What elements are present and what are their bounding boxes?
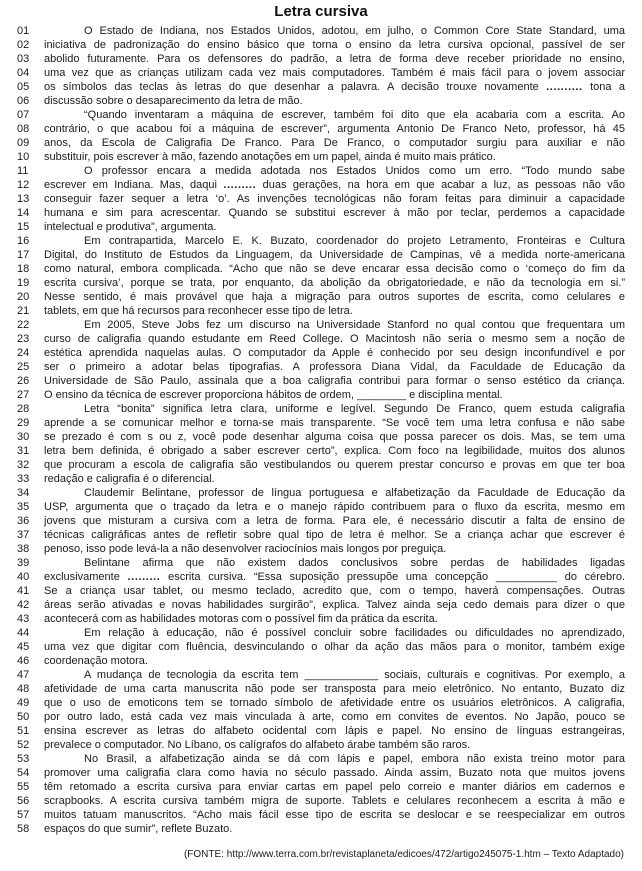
line-text: O Estado de Indiana, nos Estados Unidos, adotou, em julho, o Common Core State Standard, uma [84,25,625,37]
text-line [17,24,625,38]
line-number: 03 [17,53,30,65]
line-text: como natural, embora complicada. “Acho que não se deve encarar essa decisão como o ‘começo do fim da [44,263,625,275]
line-text: escrever em Indiana. Mas, daqui ......... duas gerações, na hora em que acabar a luz, as pessoas não vão [44,179,625,191]
line-text: A mudança de tecnologia da escrita tem ____________ sociais, culturais e cognitivas. Por exemplo, a [84,669,625,681]
line-number: 25 [17,361,30,373]
line-number: 35 [17,501,30,513]
text-line [17,682,625,696]
line-number: 56 [17,795,30,807]
line-number: 28 [17,403,30,415]
line-number: 52 [17,739,30,751]
line-text: aprende a se comunicar melhor e torna-se mais transparente. “Se você tem uma letra confusa e não sabe [44,417,625,429]
line-number: 46 [17,655,30,667]
text-line [17,136,625,150]
text-line [17,164,625,178]
line-text: Em 2005, Steve Jobs fez um discurso na Universidade Stanford no qual contou que frequentara um [84,319,625,331]
line-number: 24 [17,347,30,359]
line-text: curso de caligrafia quando estudante em Reed College. O Macintosh não seria o mesmo sem a noção de [44,333,625,345]
text-line [17,290,625,304]
line-number: 47 [17,669,30,681]
line-text: O professor encara a medida adotada nos Estados Unidos como um erro. “Todo mundo sabe [84,165,625,177]
text-line [17,472,625,486]
line-text: áreas serão ativadas e novas habilidades surgirão”, explica. Talvez ainda seja cedo demais para dizer o que [44,599,625,611]
text-line [17,598,625,612]
line-text: abolido futuramente. Para os defensores do padrão, a letra de forma deve receber prioridade no ensino, [44,53,625,65]
text-line [17,248,625,262]
line-number: 16 [17,235,30,247]
text-line [17,402,625,416]
line-text: que procuram a escola de caligrafia são vestibulandos ou querem prestar concurso e provas em que ter boa [44,459,625,471]
line-number: 39 [17,557,30,569]
text-line [17,528,625,542]
line-text: escrita cursiva’, porque se trata, por enquanto, da abolição da obrigatoriedade, e não da tecnologia em si.” [44,277,625,289]
line-text: contrário, o que acabou foi a máquina de escrever”, argumenta Antonio De Franco Neto, professor, há 45 [44,123,625,135]
line-text: discussão sobre o desaparecimento da letra de mão. [44,95,303,107]
text-line [17,150,625,164]
line-text: Digital, do Instituto de Estudos da Linguagem, da Universidade de Campinas, vê a medida norte-americana [44,249,625,261]
line-number: 23 [17,333,30,345]
line-number: 17 [17,249,30,261]
text-body [17,24,625,836]
line-number: 54 [17,767,30,779]
line-text: os símbolos das teclas às letras do que desenhar a palavra. A decisão trouxe novamente .......... tona a [44,81,625,93]
line-number: 08 [17,123,30,135]
text-line [17,276,625,290]
line-number: 41 [17,585,30,597]
line-text: intelectual e produtiva”, argumenta. [44,221,217,233]
line-number: 34 [17,487,30,499]
line-text: Se a criança usar tablet, ou mesmo teclado, acredito que, com o tempo, haverá compensações. Outras [44,585,625,597]
line-text: “Quando inventaram a máquina de escrever, também foi dito que ela acabaria com a escrita. Ao [84,109,625,121]
line-number: 19 [17,277,30,289]
text-line [17,640,625,654]
line-text: iniciativa de padronização do ensino básico que torna o ensino da letra cursiva opcional, passível de ser [44,39,625,51]
text-line [17,556,625,570]
line-text: uma vez que digitar com fluência, desvinculando o olhar da ação das mãos para o monitor, também exige [44,641,625,653]
line-text: exclusivamente ......... escrita cursiva. “Essa suposição pressupõe uma concepção __________ do cérebro. [44,571,626,583]
line-text: humana e sim para acrescentar. Quando se substitui escrever à mão por teclar, perdemos a capacidade [44,207,625,219]
line-text: Letra “bonita” significa letra clara, uniforme e legível. Segundo De Franco, quem estuda caligrafia [84,403,625,415]
line-number: 29 [17,417,30,429]
text-line [17,766,625,780]
text-line [17,612,625,626]
line-text: espaços do que sumir”, reflete Buzato. [44,823,233,835]
text-line [17,808,625,822]
line-number: 14 [17,207,30,219]
line-text: scrapbooks. A escrita cursiva também migra de suporte. Tablets e celulares reconhecem a escrita à mão e [44,795,625,807]
text-line [17,794,625,808]
text-line [17,318,625,332]
line-number: 09 [17,137,30,149]
text-line [17,94,625,108]
text-line [17,430,625,444]
line-text: têm retomado a escrita cursiva para enviar cartas em papel pelo correio e manter diários em cadernos e [44,781,625,793]
line-text: redação e caligrafia é o diferencial. [44,473,215,485]
text-line [17,52,625,66]
text-line [17,374,625,388]
line-text: No Brasil, a alfabetização ainda se dá com lápis e papel, embora não exista treino motor para [84,753,625,765]
text-line [17,780,625,794]
text-line [17,570,625,584]
line-number: 18 [17,263,30,275]
text-line [17,416,625,430]
line-number: 02 [17,39,30,51]
line-number: 38 [17,543,30,555]
line-number: 44 [17,627,30,639]
line-number: 40 [17,571,30,583]
line-number: 43 [17,613,30,625]
line-number: 37 [17,529,30,541]
line-number: 26 [17,375,30,387]
line-text: conseguir fazer sequer a letra ‘o’. As invenções tecnológicas não foram feitas para diminuir a capacidade [44,193,625,205]
text-line [17,360,625,374]
text-line [17,206,625,220]
line-number: 50 [17,711,30,723]
line-text: se prezado é com s ou z, você pode desenhar alguma coisa que possa parecer os dois. Mas, se tem uma [44,431,625,443]
line-number: 10 [17,151,30,163]
line-text: prevalece o computador. No Líbano, os calígrafos do alfabeto árabe também são raros. [44,739,471,751]
text-line [17,388,625,402]
line-text: penoso, isso pode levá-la a não desenvolver raciocínios mais longos por preguiça. [44,543,447,555]
line-number: 04 [17,67,30,79]
line-number: 36 [17,515,30,527]
text-line [17,122,625,136]
line-number: 58 [17,823,30,835]
text-line [17,444,625,458]
line-text: promover uma caligrafia clara como havia no século passado. Ainda assim, Buzato nota que muitos jovens [44,767,625,779]
line-number: 06 [17,95,30,107]
text-line [17,654,625,668]
line-number: 15 [17,221,30,233]
line-text: muitos tatuam manuscritos. “Acho mais fácil esse tipo de escrita se deslocar e se reespecializar em outros [44,809,625,821]
line-number: 22 [17,319,30,331]
line-number: 30 [17,431,30,443]
line-text: Nesse sentido, é mais provável que haja a migração para outros suportes de escrita, como celulares e [44,291,625,303]
line-text: USP, argumenta que o traçado da letra e o manejo rápido contribuem para o fluxo da escrita, mesmo em [44,501,625,513]
line-text: ser o primeiro a adotar belas tipografias. A professora Diana Vidal, da Faculdade de Educação da [44,361,625,373]
line-text: Belintane afirma que não existem dados conclusivos sobre perdas de habilidades ligadas [84,557,625,569]
text-line [17,542,625,556]
line-text: por outro lado, está cada vez mais vinculada à arte, como em convites de eventos. No Japão, pouco se [44,711,625,723]
line-number: 31 [17,445,30,457]
text-line [17,738,625,752]
line-text: técnicas caligráficas antes de refletir sobre qual tipo de letra é melhor. Se a criança achar que escrever é [44,529,625,541]
line-number: 11 [17,165,29,177]
text-line [17,458,625,472]
text-line [17,626,625,640]
line-number: 05 [17,81,30,93]
line-text: O ensino da técnica de escrever proporciona hábitos de ordem, ________ e disciplina mental. [44,389,503,401]
line-text: Em relação à educação, não é possível concluir sobre facilidades ou dificuldades no aprendizado, [84,627,625,639]
line-text: estética aprendida naquelas aulas. O computador da Apple é conhecido por seu design inconfundível e por [44,347,625,359]
text-line [17,178,625,192]
text-line [17,668,625,682]
text-line [17,500,625,514]
line-text: Claudemir Belintane, professor de língua portuguesa e alfabetização da Faculdade de Educação da [84,487,625,499]
text-line [17,192,625,206]
source-citation: (FONTE: http://www.terra.com.br/revistaplaneta/edicoes/472/artigo245075-1.htm – Texto Adaptado) [183,849,624,860]
line-number: 13 [17,193,30,205]
text-line [17,108,625,122]
line-number: 33 [17,473,30,485]
line-text: Universidade de São Paulo, assinala que a boa caligrafia contribui para formar o senso estético da criança. [44,375,625,387]
text-line [17,262,625,276]
line-number: 51 [17,725,30,737]
text-line [17,822,625,836]
line-number: 21 [17,305,30,317]
text-line [17,752,625,766]
document-title: Letra cursiva [274,3,368,20]
line-number: 53 [17,753,30,765]
text-line [17,696,625,710]
line-text: afetividade de uma carta manuscrita não pode ser transposta para meio eletrônico. No entanto, Buzato diz [44,683,625,695]
line-number: 45 [17,641,30,653]
text-line [17,66,625,80]
line-text: acontecerá com as habilidades motoras com o possível fim da prática da escrita. [44,613,438,625]
text-line [17,486,625,500]
line-number: 12 [17,179,30,191]
line-text: que o uso de emoticons tem se tornado símbolo de afetividade entre os usuários eletrônicos. A caligrafia, [44,697,625,709]
line-number: 07 [17,109,30,121]
line-text: letra bem definida, é obrigado a saber escrever certo”, explica. Com foco na legibilidade, muitos dos alunos [44,445,625,457]
text-line [17,80,625,94]
text-line [17,724,625,738]
line-text: tablets, em que há recursos para reconhecer esse tipo de letra. [44,305,353,317]
line-number: 49 [17,697,30,709]
text-line [17,584,625,598]
line-number: 55 [17,781,30,793]
line-number: 27 [17,389,30,401]
text-line [17,332,625,346]
text-line [17,346,625,360]
line-text: substituir, pois escrever à mão, fazendo anotações em um papel, ainda é muito mais prático. [44,151,496,163]
text-line [17,514,625,528]
line-text: Em contrapartida, Marcelo E. K. Buzato, coordenador do projeto Letramento, Fronteiras e Cultura [84,235,625,247]
line-text: anos, da Escola de Caligrafia De Franco. Para De Franco, o computador surgiu para auxiliar e não [44,137,625,149]
line-number: 57 [17,809,30,821]
line-number: 20 [17,291,30,303]
line-text: ensina escrever as letras do alfabeto ocidental com lápis e papel. No ensino de línguas estrangeiras, [44,725,625,737]
line-text: jovens que misturam a cursiva com a letra de forma. Para ele, é necessário discutir a falta de ensino de [44,515,625,527]
text-line [17,220,625,234]
text-line [17,304,625,318]
line-text: uma vez que as crianças utilizam cada vez mais computadores. Também é mais fácil para o jovem associar [44,67,625,79]
line-number: 48 [17,683,30,695]
line-number: 42 [17,599,30,611]
text-line [17,710,625,724]
line-text: coordenação motora. [44,655,148,667]
line-number: 01 [17,25,30,37]
line-number: 32 [17,459,30,471]
text-line [17,38,625,52]
text-line [17,234,625,248]
